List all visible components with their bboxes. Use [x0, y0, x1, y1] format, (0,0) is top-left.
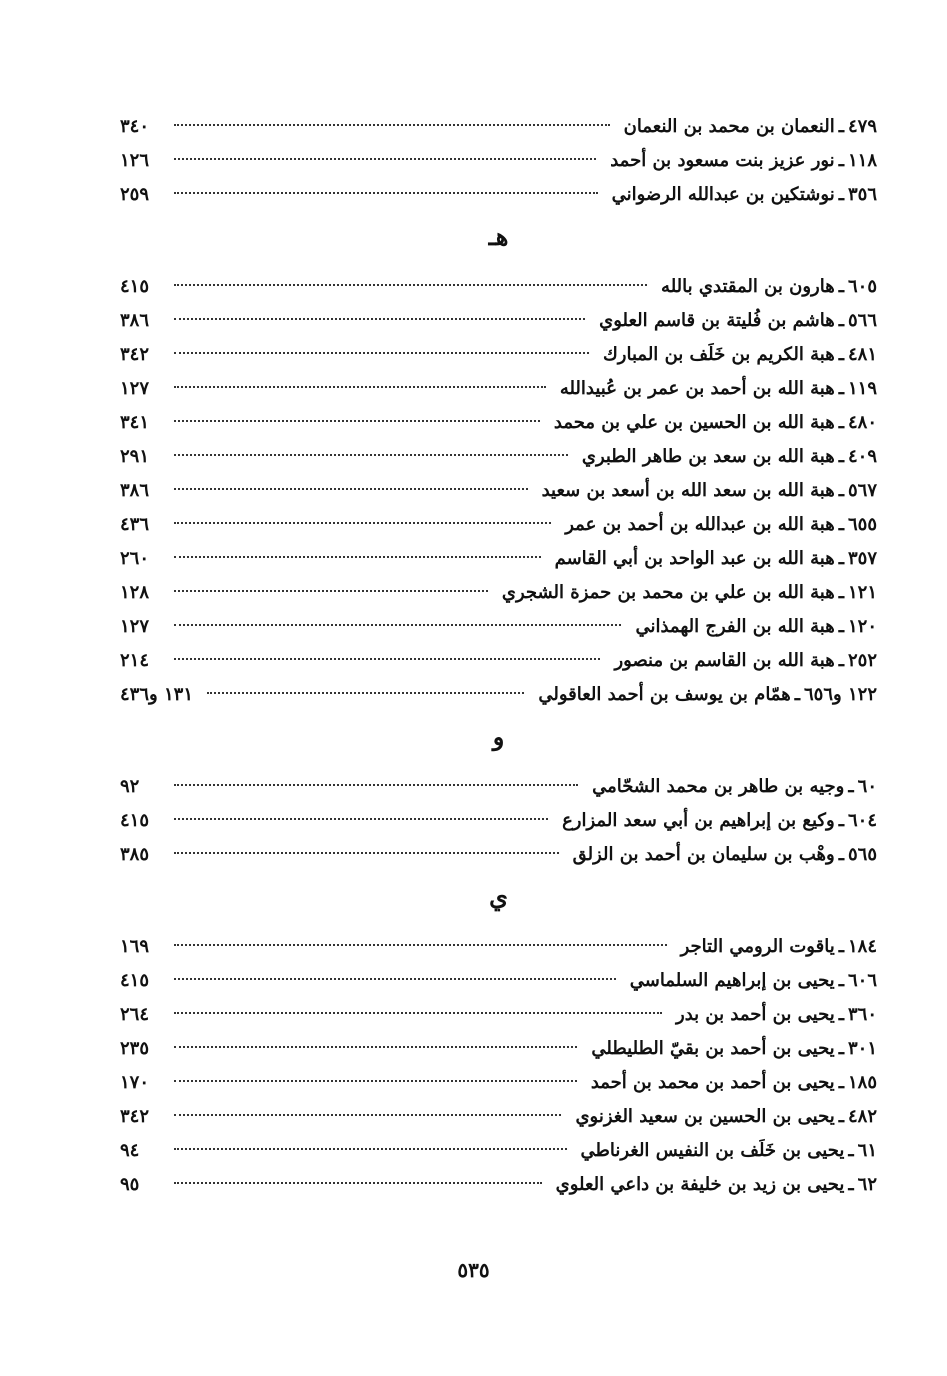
dot-leader: [174, 977, 616, 980]
entry-number: ١١٨: [847, 150, 877, 171]
entry-page: ٣٨٦: [120, 310, 150, 331]
entry-number: ١٢١: [847, 582, 877, 603]
entry-name: يحيى بن زيد بن خليفة بن داعي العلوي: [555, 1174, 845, 1195]
entry-separator: ـ: [838, 810, 844, 831]
entry-separator: ـ: [838, 446, 844, 467]
entry-number: ٤٨٠: [847, 412, 877, 433]
section-letter-heading: هـ: [488, 222, 509, 251]
entry-number: ٥٦٥: [847, 844, 877, 865]
entry-name: هبة الكريم بن خَلَف بن المبارك: [602, 344, 835, 365]
dot-leader: [207, 691, 524, 694]
entry-name: يحيى بن أحمد بن بدر: [676, 1004, 835, 1025]
entry-separator: ـ: [838, 1004, 844, 1025]
entry-page: ٤١٥: [120, 276, 150, 297]
entry-number: ٣٥٦: [847, 184, 877, 205]
entry-separator: ـ: [838, 582, 844, 603]
index-entry: [120, 144, 877, 178]
entry-name: هبة الله بن الفرج الهمذاني: [635, 616, 835, 637]
entry-page: ١٧٠: [120, 1072, 150, 1093]
entry-page: ٣٨٦: [120, 480, 150, 501]
entry-page: ٢٣٥: [120, 1038, 150, 1059]
index-entry: [120, 406, 877, 440]
entry-number: ٤٠٩: [847, 446, 877, 467]
entry-page: ٣٤٢: [120, 1106, 150, 1127]
page-number: ٥٣٥: [457, 1258, 490, 1282]
entry-number: ١١٩: [847, 378, 877, 399]
entry-number: ٦٠: [857, 776, 877, 797]
index-entry: [120, 178, 877, 212]
index-entry: [120, 338, 877, 372]
entry-name: هبة الله بن عبد الواحد بن أبي القاسم: [554, 548, 835, 569]
entry-name: يحيى بن أحمد بن بقيّ الطليطلي: [591, 1038, 835, 1059]
dot-leader: [174, 943, 667, 946]
dot-leader: [174, 555, 541, 558]
dot-leader: [174, 1045, 577, 1048]
entry-separator: ـ: [838, 184, 844, 205]
dot-leader: [174, 283, 647, 286]
entry-separator: ـ: [794, 684, 800, 705]
entry-number: ١٨٥: [847, 1072, 877, 1093]
entry-separator: ـ: [838, 650, 844, 671]
entry-separator: ـ: [838, 514, 844, 535]
entry-page: ١٣١ و٤٣٦: [120, 684, 193, 705]
index-entry: [120, 1032, 877, 1066]
entry-number: ٥٦٧: [847, 480, 877, 501]
entry-separator: ـ: [838, 378, 844, 399]
entry-page: ١٢٧: [120, 378, 150, 399]
dot-leader: [174, 851, 559, 854]
entry-number: ٢٥٢: [847, 650, 877, 671]
entry-separator: ـ: [838, 276, 844, 297]
entry-page: ٢٦٤: [120, 1004, 150, 1025]
entry-name: هبة الله بن سعد بن طاهر الطبري: [581, 446, 835, 467]
index-entry: [120, 964, 877, 998]
dot-leader: [174, 487, 528, 490]
entry-number: ٦٢: [857, 1174, 877, 1195]
entry-separator: ـ: [838, 344, 844, 365]
index-entry: [120, 542, 877, 576]
dot-leader: [174, 1181, 542, 1184]
dot-leader: [174, 317, 585, 320]
index-entry: [120, 110, 877, 144]
entry-number: ٣٦٠: [847, 1004, 877, 1025]
index-entry: [120, 270, 877, 304]
entry-name: هبة الله بن عبدالله بن أحمد بن عمر: [565, 514, 835, 535]
entry-name: هبة الله بن سعد الله بن أسعد بن سعيد: [541, 480, 835, 501]
index-page: [120, 110, 877, 1202]
entry-name: هبة الله بن أحمد بن عمر بن عُبيدالله: [559, 378, 835, 399]
entry-number: ٥٦٦: [847, 310, 877, 331]
index-entry: [120, 304, 877, 338]
index-entry: [120, 576, 877, 610]
entry-number: ٦٠٦: [847, 970, 877, 991]
entry-separator: ـ: [848, 776, 854, 797]
entry-page: ٤٣٦: [120, 514, 150, 535]
index-section-ha: [120, 220, 877, 712]
index-entry: [120, 508, 877, 542]
entry-number: ٣٠١: [847, 1038, 877, 1059]
entry-separator: ـ: [838, 1072, 844, 1093]
section-letter-heading: و: [492, 722, 505, 751]
dot-leader: [174, 657, 600, 660]
index-entry: [120, 804, 877, 838]
entry-name: ياقوت الرومي التاجر: [680, 936, 835, 957]
entry-name: نور عزيز بنت مسعود بن أحمد: [610, 150, 835, 171]
entry-separator: ـ: [838, 116, 844, 137]
entry-separator: ـ: [838, 844, 844, 865]
index-entry: [120, 930, 877, 964]
dot-leader: [174, 123, 610, 126]
entry-name: يحيى بن إبراهيم السلماسي: [629, 970, 835, 991]
entry-separator: ـ: [838, 412, 844, 433]
entry-separator: ـ: [838, 1038, 844, 1059]
entry-name: يحيى بن خَلَف بن النفيس الغرناطي: [580, 1140, 845, 1161]
entry-separator: ـ: [838, 616, 844, 637]
entry-name: همّام بن يوسف بن أحمد العاقولي: [538, 684, 791, 705]
dot-leader: [174, 521, 551, 524]
entry-number: ١٨٤: [847, 936, 877, 957]
index-entry: [120, 440, 877, 474]
index-entry: [120, 1168, 877, 1202]
entry-number: ٤٧٩: [847, 116, 877, 137]
dot-leader: [174, 453, 568, 456]
index-entry: [120, 838, 877, 872]
entry-page: ٩٥: [120, 1174, 140, 1195]
entry-number: ١٢٠: [847, 616, 877, 637]
entry-page: ٩٤: [120, 1140, 140, 1161]
index-entry: [120, 610, 877, 644]
entry-page: ٩٢: [120, 776, 140, 797]
entry-page: ٣٨٥: [120, 844, 150, 865]
dot-leader: [174, 623, 621, 626]
entry-number: ٦٥٥: [847, 514, 877, 535]
entry-page: ٤١٥: [120, 970, 150, 991]
entry-separator: ـ: [848, 1174, 854, 1195]
entry-number: ١٢٢ و٦٥٦: [804, 684, 877, 705]
entry-number: ٣٥٧: [847, 548, 877, 569]
index-section-waw: [120, 720, 877, 872]
entry-page: ١٢٦: [120, 150, 150, 171]
dot-leader: [174, 1113, 561, 1116]
entry-page: ٣٤١: [120, 412, 150, 433]
dot-leader: [174, 783, 578, 786]
entry-name: يحيى بن الحسين بن سعيد الغزنوي: [575, 1106, 835, 1127]
index-entry: [120, 474, 877, 508]
entry-name: هاشم بن فُليتة بن قاسم العلوي: [599, 310, 835, 331]
section-letter-heading: ي: [489, 882, 508, 911]
index-entry: [120, 678, 877, 712]
entry-separator: ـ: [838, 480, 844, 501]
entry-page: ١٢٨: [120, 582, 150, 603]
index-entry: [120, 770, 877, 804]
index-entry: [120, 644, 877, 678]
dot-leader: [174, 1079, 577, 1082]
dot-leader: [174, 157, 596, 160]
entry-separator: ـ: [838, 548, 844, 569]
entry-name: يحيى بن أحمد بن محمد بن أحمد: [590, 1072, 835, 1093]
entry-page: ١٢٧: [120, 616, 150, 637]
entry-number: ٤٨١: [847, 344, 877, 365]
dot-leader: [174, 1147, 567, 1150]
dot-leader: [174, 385, 546, 388]
entry-page: ٤١٥: [120, 810, 150, 831]
dot-leader: [174, 191, 598, 194]
entry-page: ٣٤٢: [120, 344, 150, 365]
entry-name: وجيه بن طاهر بن محمد الشحّامي: [592, 776, 845, 797]
dot-leader: [174, 1011, 662, 1014]
entry-page: ٢٩١: [120, 446, 150, 467]
entry-separator: ـ: [838, 936, 844, 957]
entry-page: ١٦٩: [120, 936, 150, 957]
entry-name: وكيع بن إبراهيم بن أبي سعد المزارع: [562, 810, 835, 831]
entry-separator: ـ: [848, 1140, 854, 1161]
dot-leader: [174, 351, 589, 354]
entry-separator: ـ: [838, 150, 844, 171]
index-entry: [120, 1134, 877, 1168]
entry-number: ٦٠٥: [847, 276, 877, 297]
entry-name: هبة الله بن علي بن محمد بن حمزة الشجري: [501, 582, 835, 603]
dot-leader: [174, 419, 540, 422]
entry-number: ٤٨٢: [847, 1106, 877, 1127]
entry-name: وهْب بن سليمان بن أحمد بن الزلق: [572, 844, 835, 865]
entry-separator: ـ: [838, 970, 844, 991]
entry-separator: ـ: [838, 310, 844, 331]
index-section-ya: [120, 880, 877, 1202]
index-section-nun: [120, 110, 877, 212]
entry-name: نوشتكين بن عبدالله الرضواني: [611, 184, 835, 205]
index-entry: [120, 372, 877, 406]
entry-page: ٢١٤: [120, 650, 150, 671]
index-entry: [120, 1066, 877, 1100]
index-entry: [120, 1100, 877, 1134]
entry-separator: ـ: [838, 1106, 844, 1127]
entry-number: ٦١: [857, 1140, 877, 1161]
dot-leader: [174, 589, 488, 592]
entry-name: هبة الله بن الحسين بن علي بن محمد: [553, 412, 835, 433]
index-entry: [120, 998, 877, 1032]
entry-page: ٢٥٩: [120, 184, 150, 205]
entry-name: هارون بن المقتدي بالله: [661, 276, 835, 297]
entry-name: هبة الله بن القاسم بن منصور: [614, 650, 835, 671]
entry-page: ٣٤٠: [120, 116, 150, 137]
entry-number: ٦٠٤: [847, 810, 877, 831]
entry-name: النعمان بن محمد بن النعمان: [623, 116, 835, 137]
dot-leader: [174, 817, 548, 820]
entry-page: ٢٦٠: [120, 548, 150, 569]
